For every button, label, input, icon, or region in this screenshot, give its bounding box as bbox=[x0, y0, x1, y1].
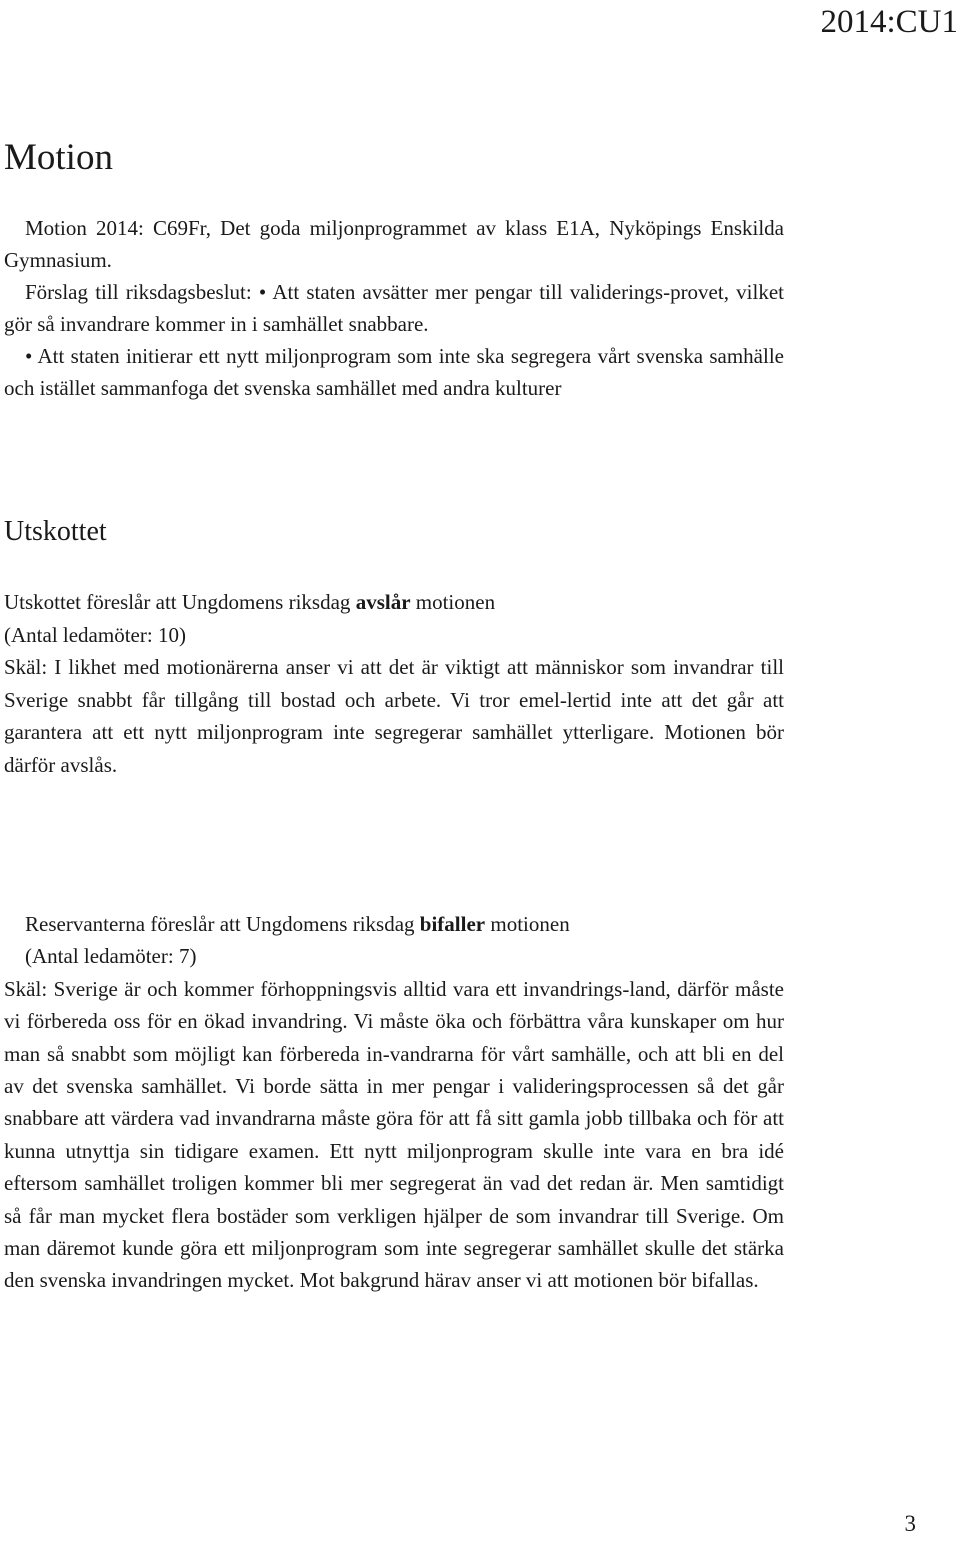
reservation-members: (Antal ledamöter: 7) bbox=[25, 944, 197, 969]
motion-intro: Motion 2014: C69Fr, Det goda miljonprogrammet av klass E1A, Nyköpings Enskilda Gymnasium. bbox=[4, 216, 784, 272]
document-id: 2014:CU1 bbox=[820, 4, 958, 40]
committee-decision-verdict: avslår bbox=[355, 590, 411, 614]
reservation-section bbox=[4, 908, 784, 1297]
motion-heading: Motion bbox=[4, 137, 113, 178]
reservation-reason: Skäl: Sverige är och kommer förhoppningsvis alltid vara ett invandrings-land, därför måste vi förbereda oss för en ökad invandring. Vi måste öka och förbättra våra kunskaper om hur man så snabbt som möjligt kan förbereda in-vandrarna för vårt samhälle, och att bli en del av det svenska samhället. Vi borde sätta in mer pengar i valideringsprocessen så det går snabbare att värdera vad invandrarna måste göra för att få sitt gamla jobb tillbaka och för att kunna utnyttja sin tidigare examen. Ett nytt miljonprogram skulle inte vara en bra idé eftersom samhället troligen kommer bli mer segregerat än vad det redan är. Men samtidigt så får man mycket flera bostäder som verkligen hjälper de som invandrar till Sverige. Om man däremot kunde göra ett miljonprogram som inte segregerar samhället skulle det stärka den svenska invandringen mycket. Mot bakgrund härav anser vi att motionen bör bifallas. bbox=[4, 976, 784, 1293]
committee-section bbox=[4, 586, 784, 782]
committee-decision-prefix: Utskottet föreslår att Ungdomens riksdag bbox=[4, 590, 356, 614]
committee-members: (Antal ledamöter: 10) bbox=[4, 622, 186, 647]
committee-decision bbox=[4, 586, 784, 619]
reservation-decision-suffix: motionen bbox=[485, 912, 570, 936]
committee-heading: Utskottet bbox=[4, 516, 107, 547]
motion-proposal-1: Förslag till riksdagsbeslut: • Att staten avsätter mer pengar till validerings-provet, vilket gör så invandrare kommer in i samhället snabbare. bbox=[4, 280, 784, 336]
motion-section bbox=[4, 212, 784, 404]
reservation-decision-verdict: bifaller bbox=[419, 912, 486, 936]
page-number: 3 bbox=[904, 1511, 916, 1536]
committee-reason: Skäl: I likhet med motionärerna anser vi att det är viktigt att människor som invandrar till Sverige snabbt får tillgång till bostad och arbete. Vi tror emel-lertid inte att det går att garantera att ett nytt miljonprogram inte segregerar samhället ytterligare. Motionen bör därför avslås. bbox=[4, 655, 784, 777]
reservation-decision bbox=[4, 908, 784, 940]
reservation-decision-prefix: Reservanterna föreslår att Ungdomens riksdag bbox=[25, 912, 420, 936]
motion-proposal-2: • Att staten initierar ett nytt miljonprogram som inte ska segregera vårt svenska samhälle och istället sammanfoga det svenska samhället med andra kulturer bbox=[4, 344, 784, 400]
committee-decision-suffix: motionen bbox=[410, 590, 496, 614]
